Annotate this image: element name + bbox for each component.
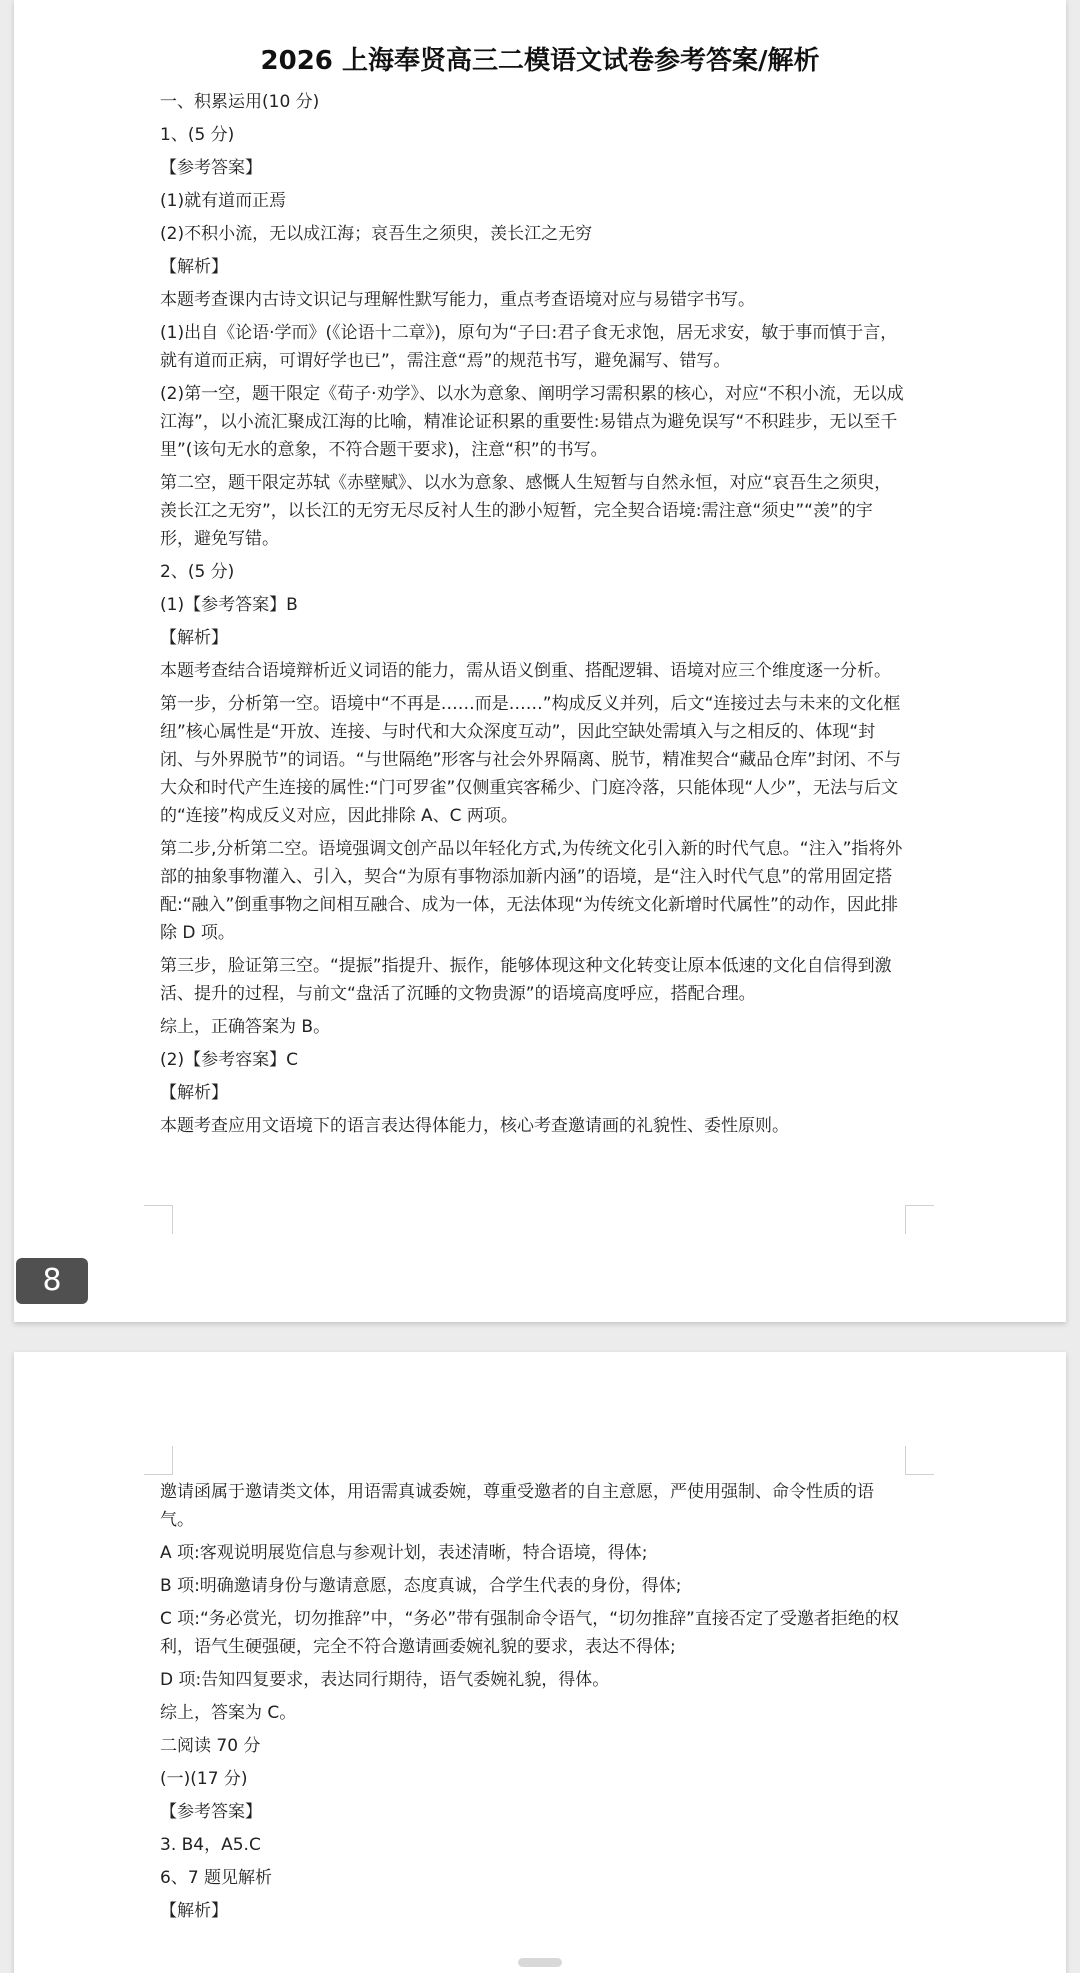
paragraph: 2、(5 分)	[160, 562, 235, 582]
paragraph: 【解析】	[160, 1083, 228, 1103]
paragraph: D 项:告知四复要求，表达同行期待，语气委婉礼貌，得体。	[160, 1670, 610, 1690]
document-title: 2026 上海奉贤高三二模语文试卷参考答案/解析	[260, 46, 820, 76]
paragraph: 综上，答案为 C。	[160, 1703, 297, 1723]
page-2-body	[160, 1478, 905, 1930]
paragraph: 第三步，脸证第三空。“提振”指提升、振作，能够体现这种文化转变让原本低速的文化自信得到激活、提升的过程，与前文“盘活了沉睡的文物贵源”的语境高度呼应，搭配合理。	[160, 956, 892, 1004]
paragraph: 第二空，题干限定苏轼《赤壁赋》、以水为意象、感慨人生短暂与自然永恒，对应“哀吾生之须臾，羡长江之无穷”，以长江的无穷无尽反衬人生的渺小短暂，完全契合语境:需注意“须史”“羡”的宇形，避免写错。	[160, 473, 892, 549]
paragraph: 3. B4，A5.C	[160, 1835, 261, 1855]
paragraph: (2)不积小流，无以成江海；哀吾生之须臾，羡长江之无穷	[160, 224, 593, 244]
paragraph: C 项:“务必赏光，切勿推辞”中，“务必”带有强制命令语气，“切勿推辞”直接否定了受邀者拒绝的权利，语气生硬强硬，完全不符合邀请画委婉礼貌的要求，表达不得体;	[160, 1609, 899, 1657]
corner-mark-top-right	[905, 1446, 934, 1475]
paragraph: (1)就有道而正焉	[160, 191, 287, 211]
paragraph: 综上，正确答案为 B。	[160, 1017, 331, 1037]
corner-mark-bottom-right	[905, 1205, 934, 1234]
paragraph: 本题考查课内古诗文识记与理解性默写能力，重点考查语境对应与易错字书写。	[160, 290, 755, 310]
paragraph: 第二步,分析第二空。语境强调文创产品以年轻化方式,为传统文化引入新的时代气息。“注入”指将外部的抽象事物灌入、引入，契合“为原有事物添加新内涵”的语境，是“注入时代气息”的常用固定搭配:“融入”倒重事物之间相互融合、成为一体，无法体现“为传统文化新增时代属性”的动作，因此排除 D 项。	[160, 839, 903, 943]
page-1-body	[160, 88, 905, 1145]
paragraph: 1、(5 分)	[160, 125, 235, 145]
paragraph: (1)【参考答案】B	[160, 595, 298, 615]
paragraph: 二阅读 70 分	[160, 1736, 261, 1756]
corner-mark-top-left	[144, 1446, 173, 1475]
paragraph: 本题考查结合语境辩析近义词语的能力，需从语义倒重、搭配逻辑、语境对应三个维度逐一分析。	[160, 661, 891, 681]
paragraph: 6、7 题见解析	[160, 1868, 273, 1888]
paragraph: 【解析】	[160, 257, 228, 277]
paragraph: (1)出自《论语·学而》(《论语十二章》)，原句为“子曰:君子食无求饱，居无求安，敏于事而慎于言，就有道而正病，可谓好学也已”，需注意“焉”的规范书写，避免漏写、错写。	[160, 323, 898, 371]
paragraph: 【参考答案】	[160, 158, 262, 178]
paragraph: 本题考查应用文语境下的语言表达得体能力，核心考查邀请画的礼貌性、委性原则。	[160, 1116, 789, 1136]
paragraph: 邀请函属于邀请类文体，用语需真诚委婉，尊重受邀者的自主意愿，严使用强制、命令性质的语气。	[160, 1482, 874, 1530]
paragraph: (2)第一空，题干限定《荀子·劝学》、以水为意象、阐明学习需积累的核心，对应“不积小流，无以成江海”，以小流汇聚成江海的比喻，精准论证积累的重要性:易错点为避免误写“不积跬步，无以至千里”(该句无水的意象，不符合题干要求)，注意“积”的书写。	[160, 384, 904, 460]
paragraph: (2)【参考容案】C	[160, 1050, 298, 1070]
paragraph: 【解析】	[160, 1901, 228, 1921]
scroll-handle[interactable]	[518, 1958, 562, 1967]
page-number-badge: 8	[16, 1258, 88, 1304]
paragraph: 第一步，分析第一空。语境中“不再是……而是……”构成反义并列，后文“连接过去与未来的文化框纽”核心属性是“开放、连接、与时代和大众深度互动”，因此空缺处需填入与之相反的、体现“封闭、与外界脱节”的词语。“与世隔绝”形客与社会外界隔离、脱节，精准契合“藏品仓库”封闭、不与大众和时代产生连接的属性:“门可罗雀”仅侧重宾客稀少、门庭冷落，只能体现“人少”，无法与后文的“连接”构成反义对应，因此排除 A、C 两项。	[160, 694, 902, 826]
paragraph: B 项:明确邀请身份与邀请意愿，态度真诚，合学生代表的身份，得体;	[160, 1576, 682, 1596]
paragraph: 【解析】	[160, 628, 228, 648]
paragraph: (一)(17 分)	[160, 1769, 248, 1789]
paragraph: A 项:客观说明展览信息与参观计划，表述清晰，特合语境，得体;	[160, 1543, 648, 1563]
paragraph: 一、积累运用(10 分)	[160, 92, 320, 112]
paragraph: 【参考答案】	[160, 1802, 262, 1822]
corner-mark-bottom-left	[144, 1205, 173, 1234]
